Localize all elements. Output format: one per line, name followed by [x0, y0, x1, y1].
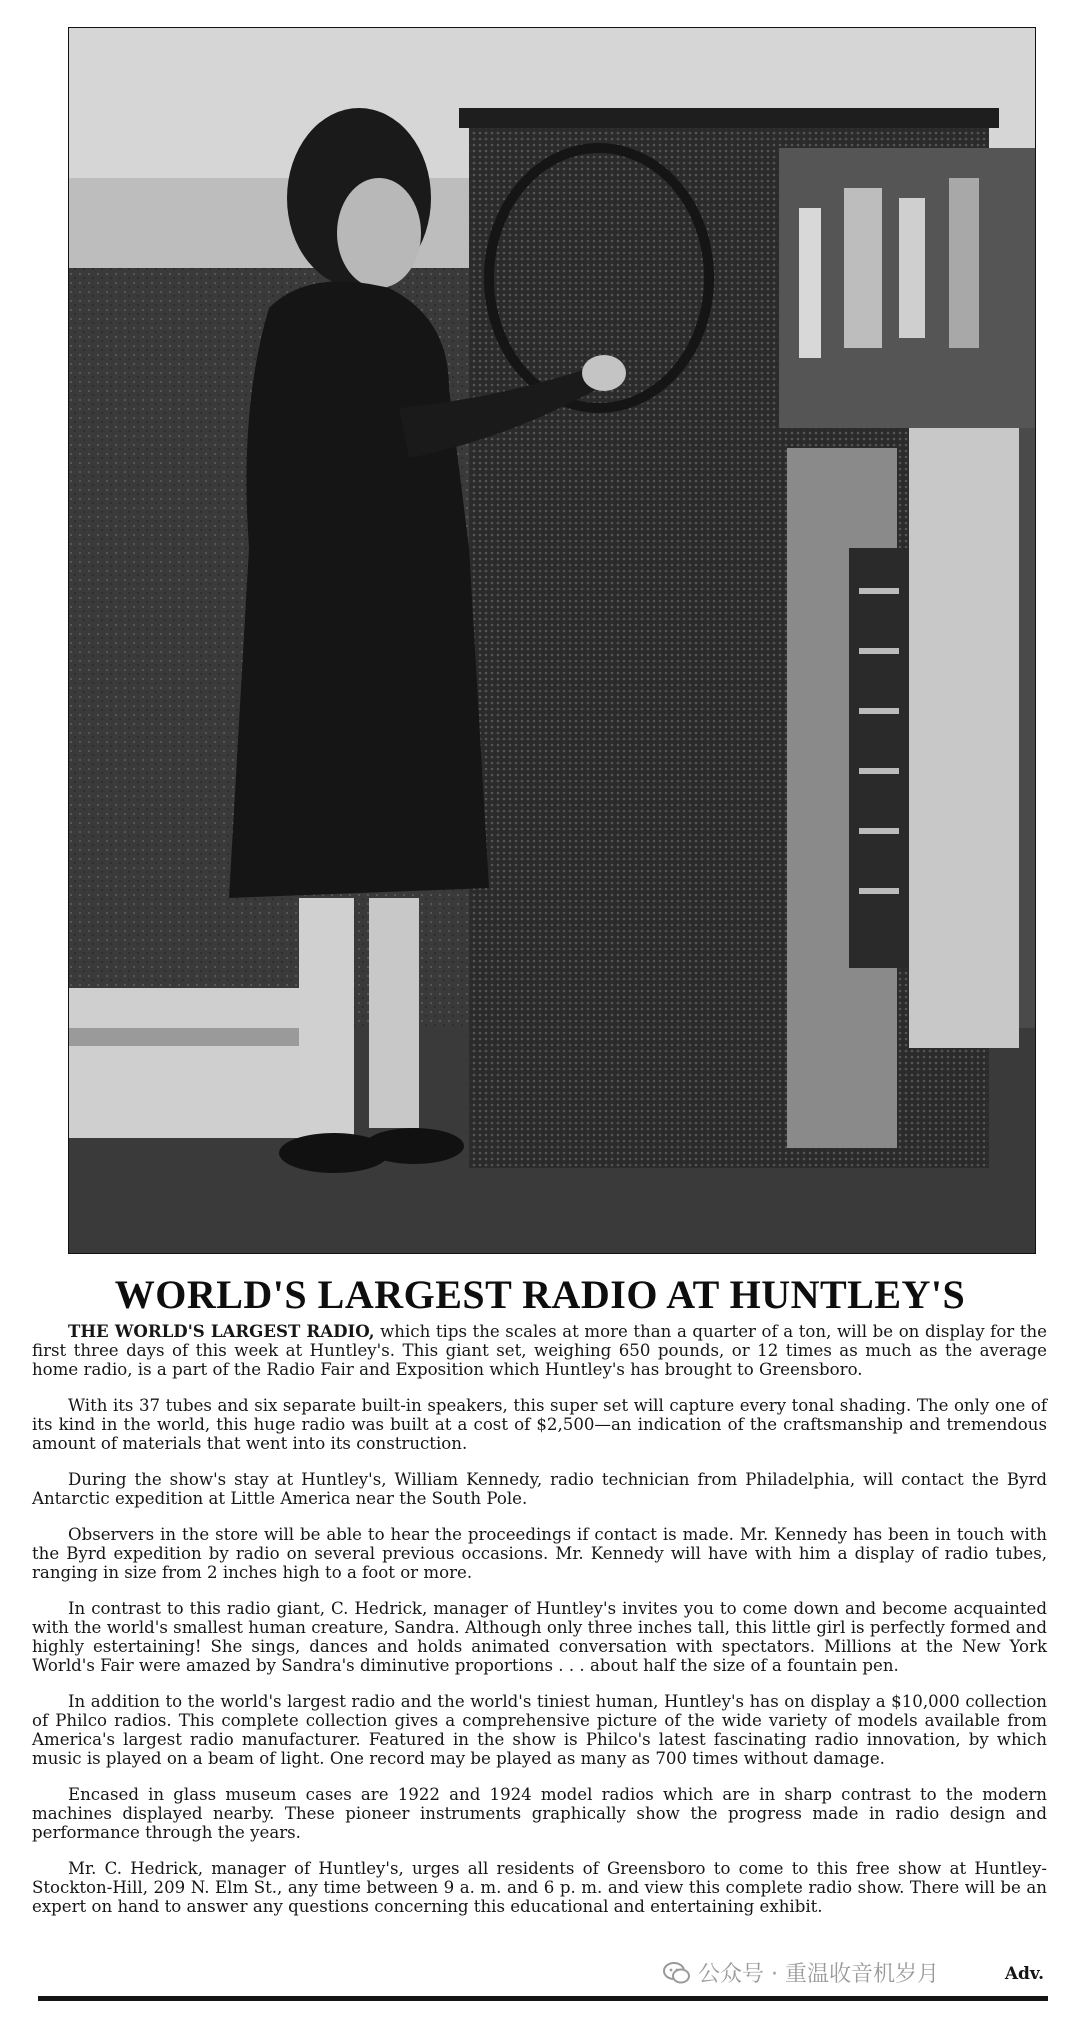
signature: Adv.: [1004, 1964, 1044, 1984]
paragraph-text: With its 37 tubes and six separate built-in speakers, this super set will capture every tonal shading. The only one of its kind in the world, this huge radio was built at a cost of $2,500—an indication of the craftsmanship and tremendous amount of materials that went into its construction.: [32, 1396, 1047, 1453]
paragraph: [32, 1859, 1047, 1916]
photo-illustration: [69, 28, 1035, 1253]
watermark-text: 公众号 · 重温收音机岁月: [698, 1962, 939, 1987]
paragraph: [32, 1322, 1047, 1379]
paragraph: [32, 1785, 1047, 1842]
paragraph-text: Observers in the store will be able to hear the proceedings if contact is made. Mr. Kennedy has been in touch with the Byrd expedition by radio on several previous occasions. Mr. Kennedy will have with him a display of radio tubes, ranging in size from 2 inches high to a foot or more.: [32, 1525, 1047, 1582]
paragraph-text: In addition to the world's largest radio and the world's tiniest human, Huntley's has on display a $10,000 collection of Philco radios. This complete collection gives a comprehensive picture of the wide variety of models available from America's largest radio manufacturer. Featured in the show is Philco's latest fascinating radio innovation, by which music is played on a beam of light. One record may be played as many as 700 times without damage.: [32, 1692, 1047, 1768]
paragraph: [32, 1692, 1047, 1768]
paragraph: [32, 1470, 1047, 1508]
paragraph-text: Mr. C. Hedrick, manager of Huntley's, urges all residents of Greensboro to come to this free show at Huntley-Stockton-Hill, 209 N. Elm St., any time between 9 a. m. and 6 p. m. and view this complete radio show. There will be an expert on hand to answer any questions concerning this educational and entertaining exhibit.: [32, 1859, 1047, 1916]
paragraph-text: which tips the scales at more than a quarter of a ton, will be on display for the first three days of this week at Huntley's. This giant set, weighing 650 pounds, or 12 times as much as the average home radio, is a part of the Radio Fair and Exposition which Huntley's has brought to Greensboro.: [32, 1322, 1047, 1379]
headline: WORLD'S LARGEST RADIO AT HUNTLEY'S: [114, 1272, 966, 1317]
article-body: [32, 1322, 1047, 1933]
paragraph: [32, 1599, 1047, 1675]
watermark: [662, 1957, 939, 1988]
paragraph: [32, 1396, 1047, 1453]
paragraph-lead: THE WORLD'S LARGEST RADIO,: [68, 1321, 375, 1341]
wechat-icon: [662, 1958, 692, 1988]
radio-photograph: [68, 27, 1036, 1254]
bottom-rule: [38, 1996, 1048, 2001]
paragraph-text: During the show's stay at Huntley's, William Kennedy, radio technician from Philadelphia, will contact the Byrd Antarctic expedition at Little America near the South Pole.: [32, 1470, 1047, 1508]
paragraph-text: Encased in glass museum cases are 1922 and 1924 model radios which are in sharp contrast to the modern machines displayed nearby. These pioneer instruments graphically show the progress made in radio design and performance through the years.: [32, 1785, 1047, 1842]
paragraph: [32, 1525, 1047, 1582]
paragraph-text: In contrast to this radio giant, C. Hedrick, manager of Huntley's invites you to come down and become acquainted with the world's smallest human creature, Sandra. Although only three inches tall, this little girl is perfectly formed and highly estertaining! She sings, dances and holds animated conversation with spectators. Millions at the New York World's Fair were amazed by Sandra's diminutive proportions . . . about half the size of a fountain pen.: [32, 1599, 1047, 1675]
